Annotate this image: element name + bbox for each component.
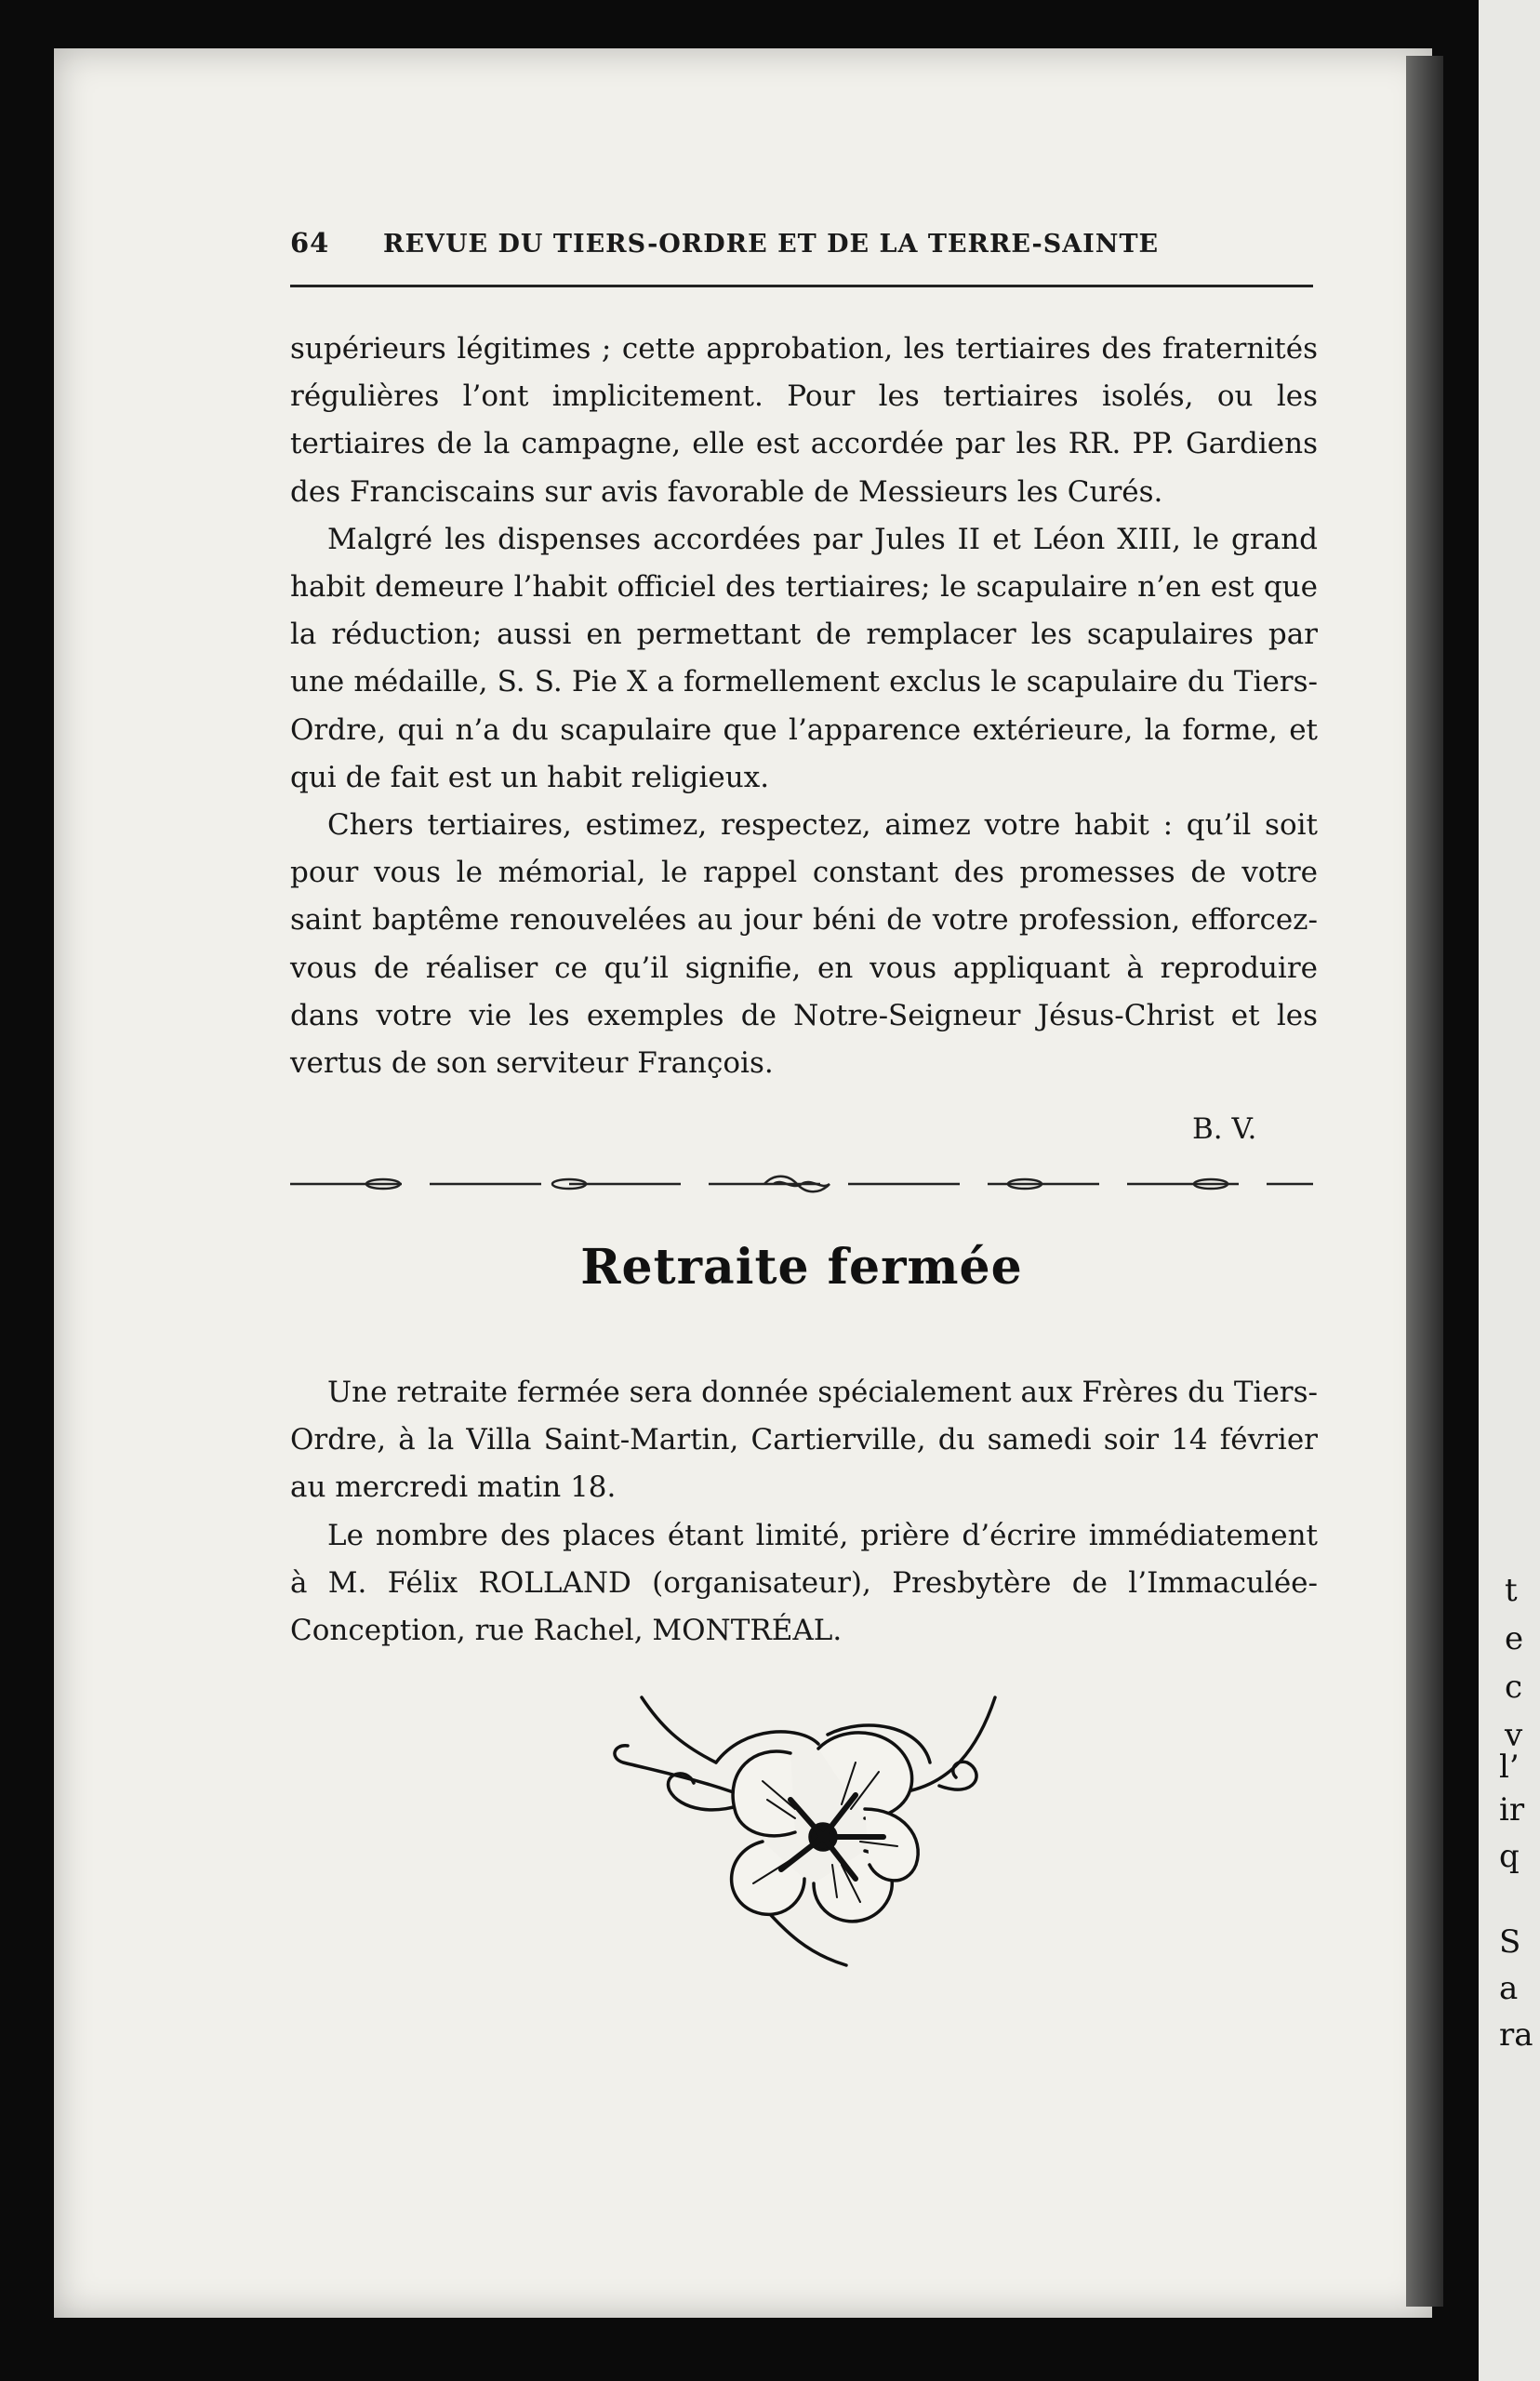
header-rule	[290, 285, 1313, 287]
adjacent-page-text: q	[1499, 1838, 1520, 1875]
ornamental-divider	[290, 1170, 1313, 1198]
adjacent-page-text: t	[1505, 1572, 1518, 1609]
pansy-flower-illustration	[604, 1669, 1014, 1976]
adjacent-page-text: v	[1505, 1717, 1523, 1754]
article-paragraph: Chers tertiaires, estimez, respectez, aimez votre habit : qu’il soit pour vous le mémorial, le rappel constant des promesses de votre saint baptême renouvelées au jour béni de votre profession, efforcez-vous de réaliser ce qu’il signifie, en vous appliquant à reproduire dans votre vie les exemples de Notre-Seigneur Jésus-Christ et les vertus de son serviteur François.	[290, 808, 1318, 1081]
adjacent-page-text: S	[1499, 1923, 1521, 1961]
adjacent-page-text: e	[1505, 1620, 1524, 1657]
notice-paragraph: Le nombre des places étant limité, prière d’écrire immédiatement à M. Félix ROLLAND (organisateur), Presbytère de l’Immaculée-Conception, rue Rachel, MONTRÉAL.	[290, 1518, 1318, 1648]
notice-title: Retraite fermée	[580, 1239, 1023, 1296]
article-paragraph: Malgré les dispenses accordées par Jules II et Léon XIII, le grand habit demeure l’habit officiel des tertiaires; le scapulaire n’en est que la réduction; aussi en permettant de remplacer les scapulaires par une médaille, S. S. Pie X a formellement exclus le scapulaire du Tiers-Ordre, qui n’a du scapulaire que l’apparence extérieure, la forme, et qui de fait est un habit religieux.	[290, 522, 1318, 794]
adjacent-page-text: c	[1505, 1669, 1523, 1706]
running-header	[290, 227, 1313, 259]
adjacent-page-text: a	[1499, 1970, 1519, 2007]
adjacent-page-text: ra	[1499, 2016, 1533, 2054]
article-paragraph: supérieurs légitimes ; cette approbation, les tertiaires des fraternités régulières l’ont implicitement. Pour les tertiaires isolés, ou les tertiaires de la campagne, elle est accordée par les RR. PP. Gardiens des Franciscains sur avis favorable de Messieurs les Curés.	[290, 332, 1318, 509]
running-title: REVUE DU TIERS-ORDRE ET DE LA TERRE-SAINTE	[383, 230, 1160, 259]
notice-paragraph: Une retraite fermée sera donnée spécialement aux Frères du Tiers-Ordre, à la Villa Saint-Martin, Cartierville, du samedi soir 14 février au mercredi matin 18.	[290, 1376, 1318, 1505]
article-signature: B. V.	[1192, 1112, 1257, 1146]
page-number: 64	[290, 227, 330, 259]
notice-body	[290, 1369, 1318, 1655]
adjacent-page-text: ir	[1499, 1791, 1525, 1829]
adjacent-page-text: l’	[1499, 1749, 1520, 1786]
article-body	[290, 326, 1318, 1087]
page-edge-shadow	[1406, 56, 1443, 2307]
